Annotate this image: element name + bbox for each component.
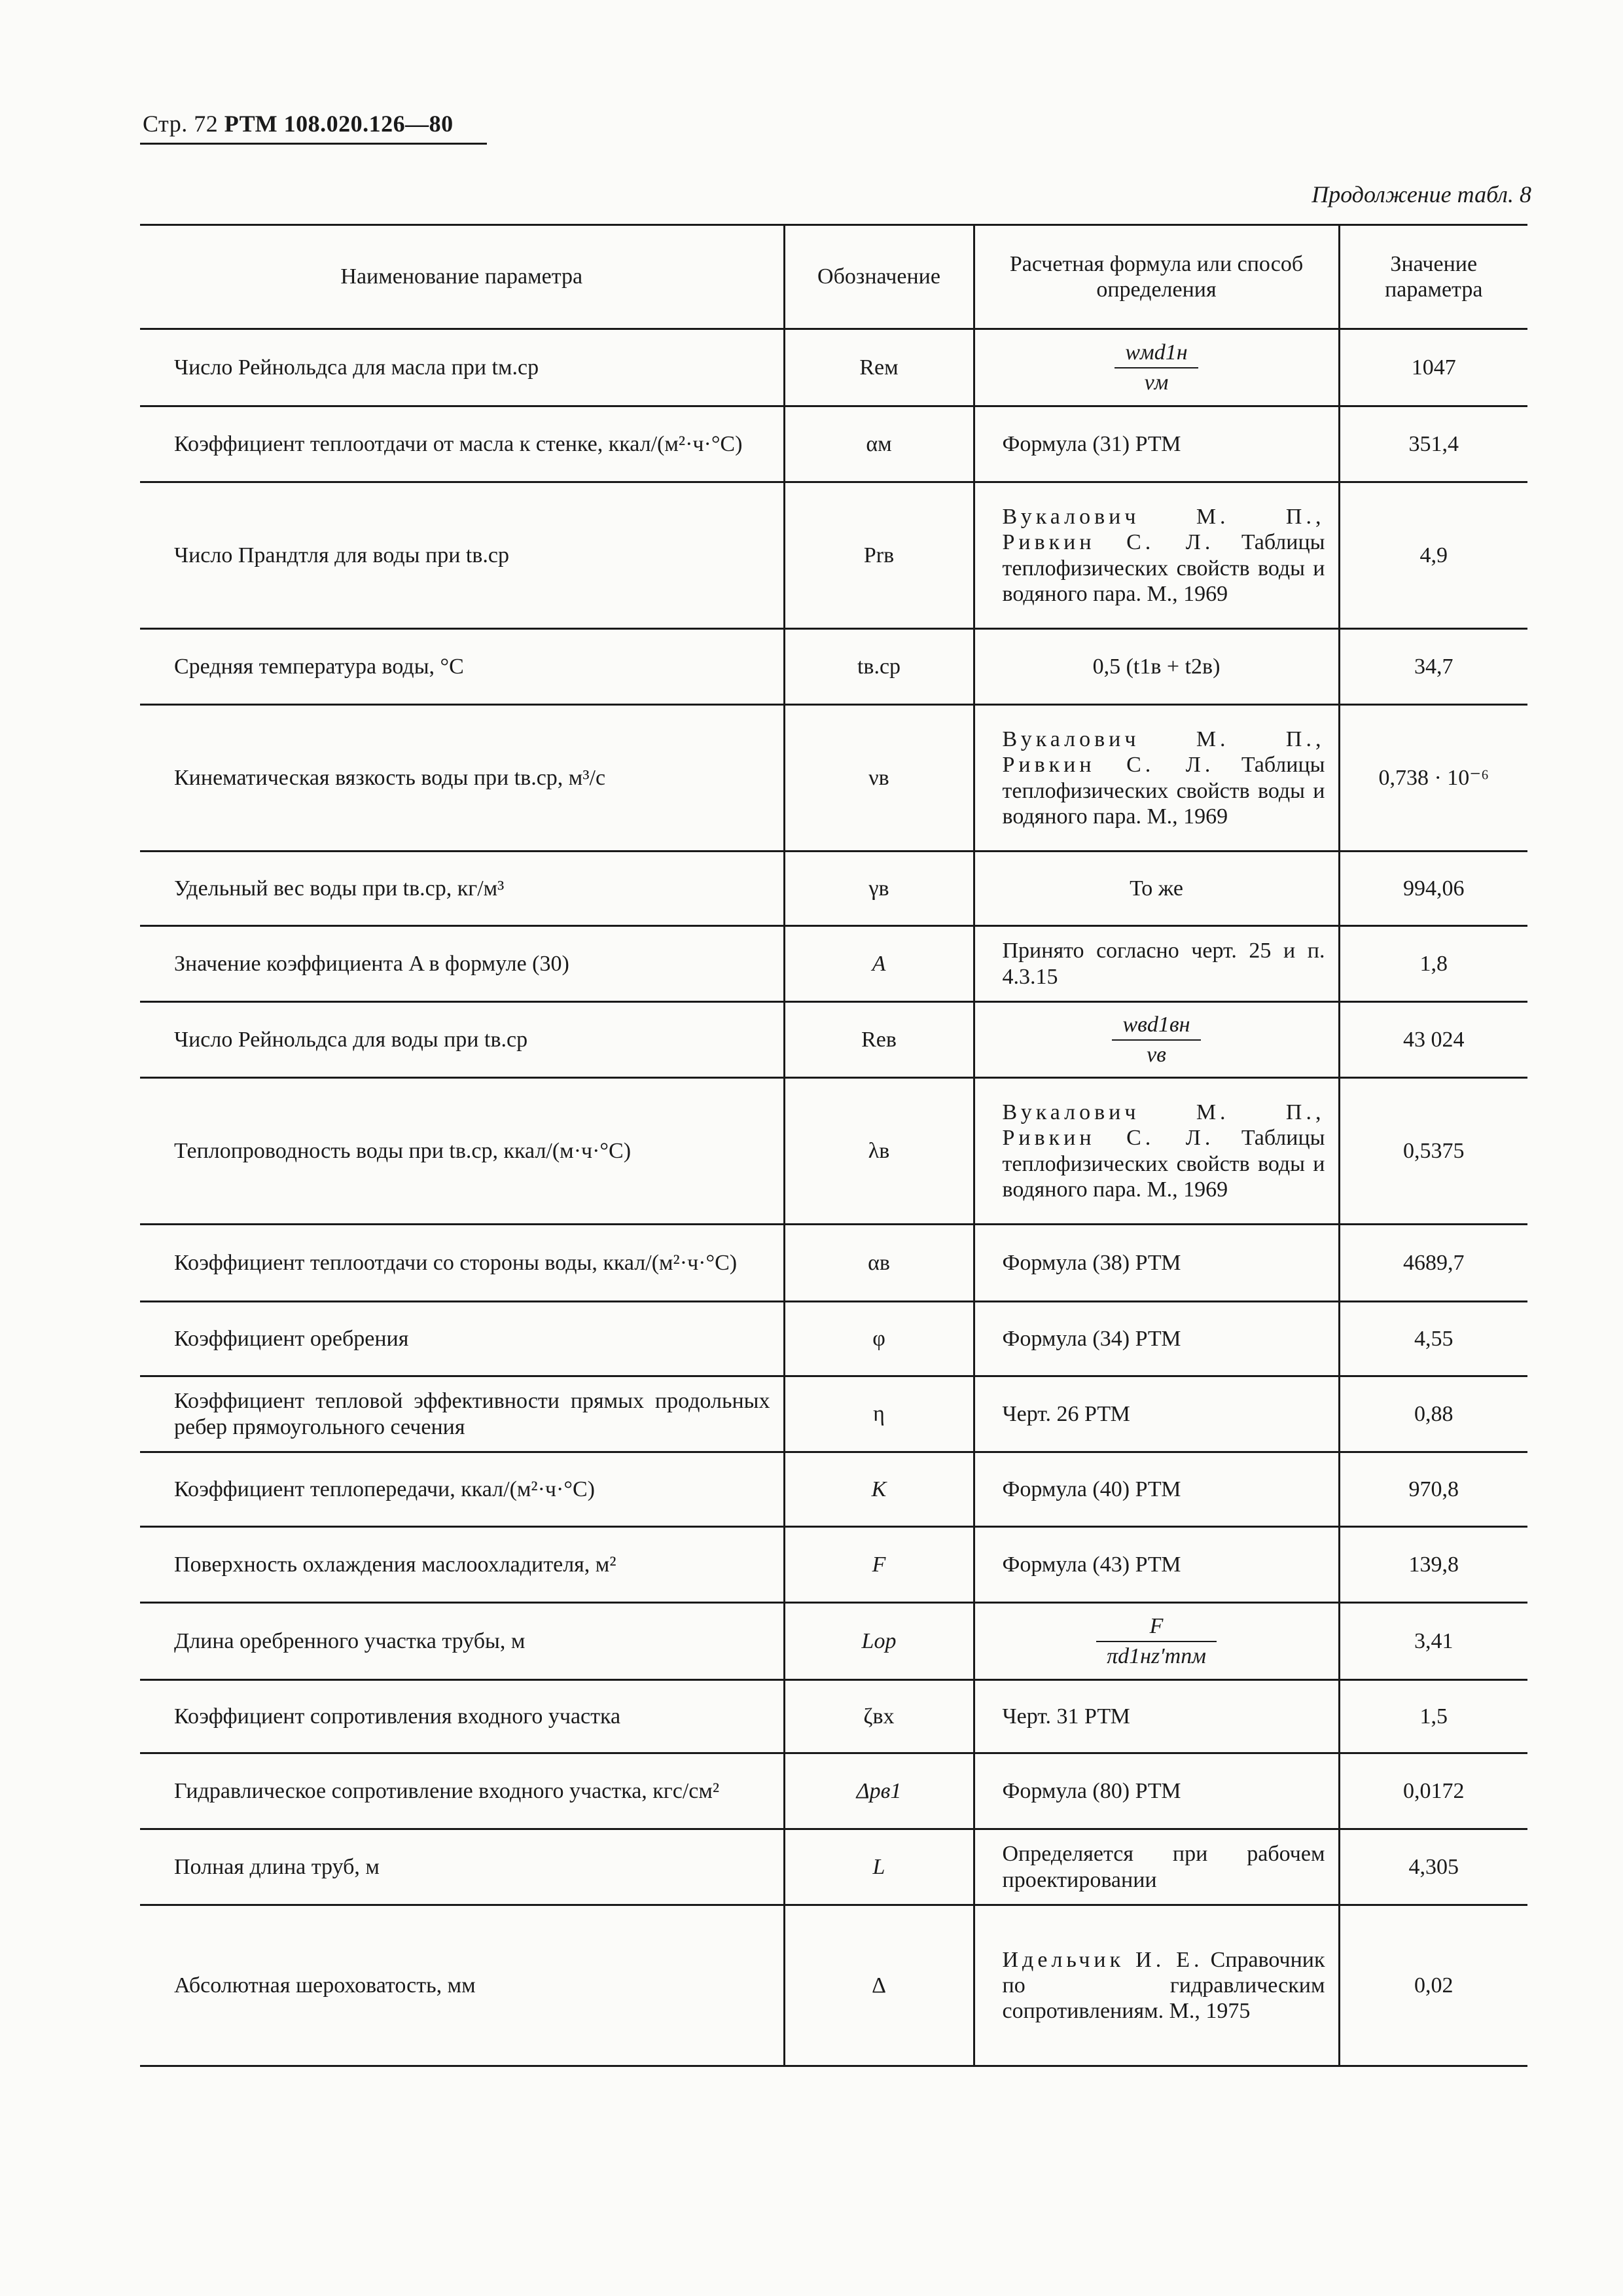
param-formula: Формула (80) РТМ: [974, 1753, 1339, 1829]
param-name: Коэффициент теплопередачи, ккал/(м²·ч·°С): [140, 1452, 784, 1527]
page-number: Стр. 72: [143, 111, 219, 137]
param-symbol: λв: [784, 1078, 974, 1225]
param-value: 34,7: [1339, 629, 1527, 705]
table-row: [140, 1225, 1527, 1302]
param-name: Удельный вес воды при tв.ср, кг/м³: [140, 852, 784, 926]
param-value: 139,8: [1339, 1527, 1527, 1603]
table-row: [140, 1452, 1527, 1527]
param-value: 970,8: [1339, 1452, 1527, 1527]
param-symbol: A: [784, 926, 974, 1002]
formula-source: Таблицы теплофизических свойств воды и водяного пара. М., 1969: [1002, 530, 1325, 606]
table-row: [140, 926, 1527, 1002]
param-symbol: Reм: [784, 329, 974, 406]
formula-author: Вукалович М. П., Ривкин С. Л.: [1002, 505, 1325, 555]
param-symbol: Reв: [784, 1002, 974, 1078]
param-name: Коэффициент тепловой эффективности прямых продольных ребер прямоугольного сечения: [140, 1376, 784, 1452]
param-name: Средняя температура воды, °С: [140, 629, 784, 705]
param-symbol: Lор: [784, 1603, 974, 1680]
formula-fraction: [1112, 1012, 1200, 1067]
param-formula: [974, 1078, 1339, 1225]
param-name: Число Рейнольдса для масла при tм.ср: [140, 329, 784, 406]
table-row: [140, 1302, 1527, 1376]
table-row: [140, 705, 1527, 852]
param-value: 4,55: [1339, 1302, 1527, 1376]
param-name: Поверхность охлаждения маслоохладителя, м²: [140, 1527, 784, 1603]
param-formula: [974, 1002, 1339, 1078]
param-value: 0,5375: [1339, 1078, 1527, 1225]
param-formula: Формула (43) РТМ: [974, 1527, 1339, 1603]
table-continuation-label: Продолжение табл. 8: [1311, 181, 1531, 207]
param-value: 0,02: [1339, 1905, 1527, 2066]
param-value: 3,41: [1339, 1603, 1527, 1680]
param-formula: [974, 1603, 1339, 1680]
fraction-denominator: νм: [1144, 370, 1169, 395]
param-formula: Формула (34) РТМ: [974, 1302, 1339, 1376]
param-name: Теплопроводность воды при tв.ср, ккал/(м·ч·°С): [140, 1078, 784, 1225]
param-symbol: γв: [784, 852, 974, 926]
param-formula: Черт. 26 РТМ: [974, 1376, 1339, 1452]
param-symbol: L: [784, 1829, 974, 1905]
param-value: 994,06: [1339, 852, 1527, 926]
param-name: Кинематическая вязкость воды при tв.ср, м³/с: [140, 705, 784, 852]
param-formula: [974, 1905, 1339, 2066]
table-row: [140, 406, 1527, 482]
header-rule: [140, 143, 487, 145]
param-formula: [974, 482, 1339, 629]
param-value: 1,5: [1339, 1680, 1527, 1753]
column-header-symbol: Обозначение: [784, 225, 974, 329]
param-name: Число Рейнольдса для воды при tв.ср: [140, 1002, 784, 1078]
param-value: 0,0172: [1339, 1753, 1527, 1829]
param-formula: Формула (38) РТМ: [974, 1225, 1339, 1302]
param-value: 1047: [1339, 329, 1527, 406]
table-row: [140, 1078, 1527, 1225]
param-name: Длина оребренного участка трубы, м: [140, 1603, 784, 1680]
fraction-denominator: πd1нz′тnм: [1107, 1643, 1206, 1668]
table-row: [140, 629, 1527, 705]
param-symbol: ζвх: [784, 1680, 974, 1753]
formula-author: Идельчик И. Е.: [1002, 1947, 1204, 1972]
formula-source: Таблицы теплофизических свойств воды и водяного пара. М., 1969: [1002, 1126, 1325, 1202]
column-header-value: Значение параметра: [1339, 225, 1527, 329]
param-symbol: αв: [784, 1225, 974, 1302]
table-row: [140, 1603, 1527, 1680]
fraction-numerator: wвd1вн: [1112, 1012, 1200, 1040]
param-value: 4,9: [1339, 482, 1527, 629]
param-name: Гидравлическое сопротивление входного участка, кгс/см²: [140, 1753, 784, 1829]
param-symbol: Δpв1: [784, 1753, 974, 1829]
table-row: [140, 1376, 1527, 1452]
table-row: [140, 329, 1527, 406]
param-symbol: Prв: [784, 482, 974, 629]
param-name: Коэффициент теплоотдачи от масла к стенке, ккал/(м²·ч·°С): [140, 406, 784, 482]
param-value: 43 024: [1339, 1002, 1527, 1078]
param-formula: [974, 705, 1339, 852]
formula-source: Таблицы теплофизических свойств воды и водяного пара. М., 1969: [1002, 753, 1325, 829]
param-symbol: αм: [784, 406, 974, 482]
param-value: 4689,7: [1339, 1225, 1527, 1302]
param-symbol: F: [784, 1527, 974, 1603]
param-symbol: νв: [784, 705, 974, 852]
table-row: [140, 1527, 1527, 1603]
param-value: 4,305: [1339, 1829, 1527, 1905]
param-formula: То же: [974, 852, 1339, 926]
formula-fraction: [1115, 340, 1198, 395]
param-symbol: Δ: [784, 1905, 974, 2066]
param-name: Значение коэффициента A в формуле (30): [140, 926, 784, 1002]
param-formula: Определяется при рабочем проектировании: [974, 1829, 1339, 1905]
table-row: [140, 1753, 1527, 1829]
document-code: РТМ 108.020.126—80: [224, 111, 454, 137]
param-symbol: tв.ср: [784, 629, 974, 705]
formula-author: Вукалович М. П., Ривкин С. Л.: [1002, 1100, 1325, 1151]
param-formula: Принято согласно черт. 25 и п. 4.3.15: [974, 926, 1339, 1002]
parameters-table: [140, 224, 1527, 2067]
param-formula: Черт. 31 РТМ: [974, 1680, 1339, 1753]
param-name: Коэффициент сопротивления входного участка: [140, 1680, 784, 1753]
param-value: 1,8: [1339, 926, 1527, 1002]
param-formula: Формула (31) РТМ: [974, 406, 1339, 482]
column-header-name: Наименование параметра: [140, 225, 784, 329]
table-row: [140, 852, 1527, 926]
fraction-numerator: F: [1096, 1613, 1217, 1641]
param-name: Коэффициент оребрения: [140, 1302, 784, 1376]
param-name: Абсолютная шероховатость, мм: [140, 1905, 784, 2066]
table-row: [140, 1680, 1527, 1753]
table-header-row: [140, 225, 1527, 329]
param-value: 0,88: [1339, 1376, 1527, 1452]
column-header-formula: Расчетная формула или способ определения: [974, 225, 1339, 329]
fraction-denominator: νв: [1147, 1042, 1166, 1067]
param-symbol: φ: [784, 1302, 974, 1376]
param-formula: [974, 329, 1339, 406]
formula-author: Вукалович М. П., Ривкин С. Л.: [1002, 727, 1325, 778]
table-row: [140, 1829, 1527, 1905]
param-formula: 0,5 (t1в + t2в): [974, 629, 1339, 705]
formula-source: Справочник по гидравлическим сопротивлениям. М., 1975: [1002, 1947, 1325, 2024]
table-row: [140, 482, 1527, 629]
formula-fraction: [1096, 1613, 1217, 1668]
param-formula: Формула (40) РТМ: [974, 1452, 1339, 1527]
param-value: 0,738 · 10⁻⁶: [1339, 705, 1527, 852]
param-value: 351,4: [1339, 406, 1527, 482]
param-name: Число Прандтля для воды при tв.ср: [140, 482, 784, 629]
fraction-numerator: wмd1н: [1115, 340, 1198, 368]
param-name: Коэффициент теплоотдачи со стороны воды, ккал/(м²·ч·°С): [140, 1225, 784, 1302]
param-symbol: K: [784, 1452, 974, 1527]
page-header: [143, 110, 454, 137]
table-row: [140, 1905, 1527, 2066]
table-row: [140, 1002, 1527, 1078]
param-symbol: η: [784, 1376, 974, 1452]
param-name: Полная длина труб, м: [140, 1829, 784, 1905]
